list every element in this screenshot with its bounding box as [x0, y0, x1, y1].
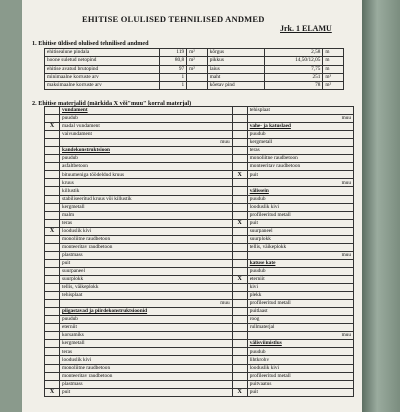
materials-row	[45, 243, 354, 251]
materials-row	[45, 324, 354, 332]
material-label: monteeritav raudbetoon	[60, 372, 233, 380]
general-value: 80,8	[159, 57, 186, 65]
material-label: plastmass	[60, 380, 233, 388]
general-label: maksimaalne korruste arv	[45, 82, 160, 90]
materials-row	[45, 163, 354, 171]
material-mark	[45, 163, 60, 171]
material-label: looduslik kivi	[247, 364, 353, 372]
material-label: tellis, väikeplokk	[247, 243, 353, 251]
material-label: asfaltbetoon	[60, 163, 233, 171]
general-label: minimaalne korruste arv	[45, 73, 160, 81]
material-mark	[45, 356, 60, 364]
material-group-heading: välisviimistlus	[247, 340, 353, 348]
material-mark	[232, 115, 247, 123]
material-group-heading: välissein	[247, 187, 353, 195]
material-mark	[45, 219, 60, 227]
material-label: plastmass	[60, 251, 233, 259]
general-value: 97	[159, 65, 186, 73]
material-label: monteeritav raudbetoon	[60, 243, 233, 251]
material-label: roog	[247, 316, 353, 324]
material-label: muu	[247, 251, 353, 259]
material-mark	[45, 284, 60, 292]
document-subtitle: Jrk. 1 ELAMU	[280, 24, 332, 33]
materials-row	[45, 211, 354, 219]
materials-row	[45, 340, 354, 348]
material-label: rullmaterjal	[247, 324, 353, 332]
material-mark	[232, 308, 247, 316]
material-mark	[232, 203, 247, 211]
material-mark: X	[45, 227, 60, 235]
material-mark	[232, 243, 247, 251]
material-mark	[45, 380, 60, 388]
material-mark	[45, 308, 60, 316]
materials-table	[44, 106, 354, 397]
material-mark	[45, 107, 60, 115]
general-label: hoone suletud netopind	[45, 57, 160, 65]
materials-row	[45, 356, 354, 364]
material-label: monteeritav raudbetoon	[247, 163, 353, 171]
material-label: profileeritud metall	[247, 372, 353, 380]
general-value: 119	[159, 49, 186, 57]
materials-row	[45, 380, 354, 388]
material-mark	[232, 251, 247, 259]
materials-row	[45, 179, 354, 187]
material-mark	[45, 195, 60, 203]
general-data-row	[45, 82, 344, 90]
material-mark	[232, 300, 247, 308]
materials-row	[45, 139, 354, 147]
material-label: puudub	[60, 115, 233, 123]
material-label: looduslik kivi	[247, 203, 353, 211]
materials-row	[45, 267, 354, 275]
general-value: 14,50/12,05	[265, 57, 323, 65]
materials-row	[45, 203, 354, 211]
material-mark	[45, 179, 60, 187]
material-group-heading: kandekonstruktsioon	[60, 147, 233, 155]
materials-row	[45, 259, 354, 267]
material-label: puudub	[247, 131, 353, 139]
materials-row	[45, 300, 354, 308]
material-mark	[45, 131, 60, 139]
material-mark	[232, 372, 247, 380]
material-label: tellis, väikeplokk	[60, 284, 233, 292]
material-label: puudub	[247, 195, 353, 203]
material-mark	[232, 340, 247, 348]
material-label: muu	[247, 115, 353, 123]
materials-row	[45, 219, 354, 227]
material-label: bituumeniga töödeldud kruus	[60, 171, 233, 179]
materials-row	[45, 107, 354, 115]
materials-row	[45, 332, 354, 340]
material-mark	[232, 163, 247, 171]
general-value: 78	[265, 82, 323, 90]
materials-row	[45, 251, 354, 259]
material-group-heading: katuse kate	[247, 259, 353, 267]
material-mark	[232, 348, 247, 356]
material-mark	[232, 364, 247, 372]
material-mark	[45, 348, 60, 356]
general-label: ehitise avatud brutopind	[45, 65, 160, 73]
material-group-heading: piigastavad ja piirdekonstruktsioonid	[60, 308, 233, 316]
general-unit: m²	[187, 57, 208, 65]
materials-row	[45, 131, 354, 139]
material-mark	[45, 332, 60, 340]
general-value: 251	[265, 73, 323, 81]
document-page	[22, 0, 362, 412]
material-label: puit	[247, 171, 353, 179]
section1-heading: 1. Ehitise üldised olulised tehnilised andmed	[32, 40, 149, 47]
material-mark	[232, 235, 247, 243]
materials-row	[45, 171, 354, 179]
material-mark	[45, 115, 60, 123]
material-mark	[232, 123, 247, 131]
binder-edge	[362, 0, 400, 412]
material-label: eterniit	[60, 324, 233, 332]
material-label: kergmetall	[60, 203, 233, 211]
material-mark	[45, 139, 60, 147]
materials-row	[45, 316, 354, 324]
material-mark	[232, 267, 247, 275]
materials-row	[45, 227, 354, 235]
materials-row	[45, 284, 354, 292]
material-mark	[45, 292, 60, 300]
general-label: laius	[207, 65, 264, 73]
material-label: suurplokk	[247, 235, 353, 243]
material-mark	[45, 147, 60, 155]
material-mark	[232, 211, 247, 219]
materials-row	[45, 388, 354, 396]
material-label: tehisplaat	[60, 292, 233, 300]
general-data-row	[45, 57, 344, 65]
material-label: stabiliseeritud kruus või killustik	[60, 195, 233, 203]
material-mark	[232, 131, 247, 139]
materials-row	[45, 115, 354, 123]
general-unit: m	[323, 57, 344, 65]
document-title: EHITISE OLULISED TEHNILISED ANDMED	[82, 14, 265, 24]
material-label: teras	[60, 348, 233, 356]
material-mark	[232, 195, 247, 203]
material-label: korsamiks	[60, 332, 233, 340]
general-value: 7,75	[265, 65, 323, 73]
material-label: kergmetall	[247, 139, 353, 147]
general-unit: m²	[187, 65, 208, 73]
material-mark	[45, 171, 60, 179]
materials-row	[45, 123, 354, 131]
material-mark	[45, 340, 60, 348]
general-unit: m	[323, 65, 344, 73]
materials-row	[45, 275, 354, 283]
material-label: puitlaast	[247, 308, 353, 316]
material-mark	[232, 155, 247, 163]
general-label: kõrgus	[207, 49, 264, 57]
material-label: muu	[60, 139, 233, 147]
section2-heading: 2. Ehitise materjalid (märkida X või"muu" korral materjal)	[32, 100, 192, 107]
material-mark	[232, 324, 247, 332]
material-mark	[232, 284, 247, 292]
material-label: eterniit	[247, 275, 353, 283]
materials-row	[45, 235, 354, 243]
material-label: puit	[60, 388, 233, 396]
material-label: puudub	[247, 348, 353, 356]
material-mark: X	[232, 219, 247, 227]
material-mark	[232, 227, 247, 235]
material-label: suurpaneel	[247, 227, 353, 235]
material-label: monoliitne raudbetoon	[60, 364, 233, 372]
general-unit	[187, 73, 208, 81]
material-label: puitvaatus	[247, 380, 353, 388]
material-mark	[232, 292, 247, 300]
material-mark	[232, 316, 247, 324]
general-data-row	[45, 73, 344, 81]
material-mark	[232, 107, 247, 115]
material-label: muu	[247, 332, 353, 340]
material-mark	[45, 203, 60, 211]
material-mark: X	[45, 123, 60, 131]
material-mark	[232, 356, 247, 364]
general-label: pikkus	[207, 57, 264, 65]
material-label: puit	[60, 259, 233, 267]
material-mark	[45, 187, 60, 195]
materials-row	[45, 195, 354, 203]
materials-row	[45, 348, 354, 356]
material-mark: X	[232, 388, 247, 396]
material-mark	[45, 275, 60, 283]
materials-row	[45, 155, 354, 163]
materials-row	[45, 292, 354, 300]
general-value: 2,58	[265, 49, 323, 57]
general-unit: m²	[323, 82, 344, 90]
material-mark	[45, 364, 60, 372]
material-mark	[45, 267, 60, 275]
general-data-table	[44, 48, 344, 90]
material-mark: X	[45, 388, 60, 396]
material-label: puudub	[247, 267, 353, 275]
material-label: puit	[247, 388, 353, 396]
material-mark	[45, 259, 60, 267]
material-label: killustik	[60, 187, 233, 195]
general-unit: m	[323, 49, 344, 57]
material-label: malm	[60, 211, 233, 219]
material-mark	[45, 155, 60, 163]
material-label: muu	[247, 179, 353, 187]
general-data-row	[45, 49, 344, 57]
material-label: kivi	[247, 284, 353, 292]
material-label: tehisplaat	[247, 107, 353, 115]
general-value: 1	[159, 82, 186, 90]
material-label: suurpaneel	[60, 267, 233, 275]
material-group-heading: vahe- ja katuslaed	[247, 123, 353, 131]
material-mark	[232, 187, 247, 195]
materials-row	[45, 187, 354, 195]
general-unit	[187, 82, 208, 90]
material-label: kruus	[60, 179, 233, 187]
materials-row	[45, 372, 354, 380]
material-mark	[45, 324, 60, 332]
materials-row	[45, 364, 354, 372]
material-mark	[45, 243, 60, 251]
material-label: looduslik kivi	[60, 227, 233, 235]
material-label: teras	[247, 147, 353, 155]
material-label: kergmetall	[60, 340, 233, 348]
material-mark	[45, 316, 60, 324]
general-value: 1	[159, 73, 186, 81]
material-group-heading: vundament	[60, 107, 233, 115]
material-label: monoliitne raudbetoon	[247, 155, 353, 163]
material-label: teras	[60, 219, 233, 227]
materials-row	[45, 308, 354, 316]
material-mark	[232, 139, 247, 147]
material-mark	[232, 332, 247, 340]
material-label: profileeritud metall	[247, 300, 353, 308]
general-unit: m³	[323, 73, 344, 81]
material-mark: X	[232, 171, 247, 179]
material-label: looduslik kivi	[60, 356, 233, 364]
material-label: madal vundament	[60, 123, 233, 131]
material-label: suurplokk	[60, 275, 233, 283]
general-unit: m²	[187, 49, 208, 57]
general-label: maht	[207, 73, 264, 81]
material-label: monoliitne raudbetoon	[60, 235, 233, 243]
material-label: profileeritud metall	[247, 211, 353, 219]
material-mark	[45, 251, 60, 259]
material-mark	[45, 300, 60, 308]
material-mark	[232, 179, 247, 187]
material-mark	[232, 380, 247, 388]
material-label: vaivundament	[60, 131, 233, 139]
material-label: puit	[247, 219, 353, 227]
materials-row	[45, 147, 354, 155]
material-label: lihtkrohv	[247, 356, 353, 364]
material-label: plekk	[247, 292, 353, 300]
general-label: kõetav pind	[207, 82, 264, 90]
material-mark	[45, 211, 60, 219]
material-mark	[45, 372, 60, 380]
material-label: muu	[60, 300, 233, 308]
material-mark	[45, 235, 60, 243]
material-mark	[232, 147, 247, 155]
general-data-row	[45, 65, 344, 73]
general-label: ehitisealune pindala	[45, 49, 160, 57]
material-label: puudub	[60, 155, 233, 163]
material-mark	[232, 259, 247, 267]
material-label: puudub	[60, 316, 233, 324]
material-mark: X	[232, 275, 247, 283]
